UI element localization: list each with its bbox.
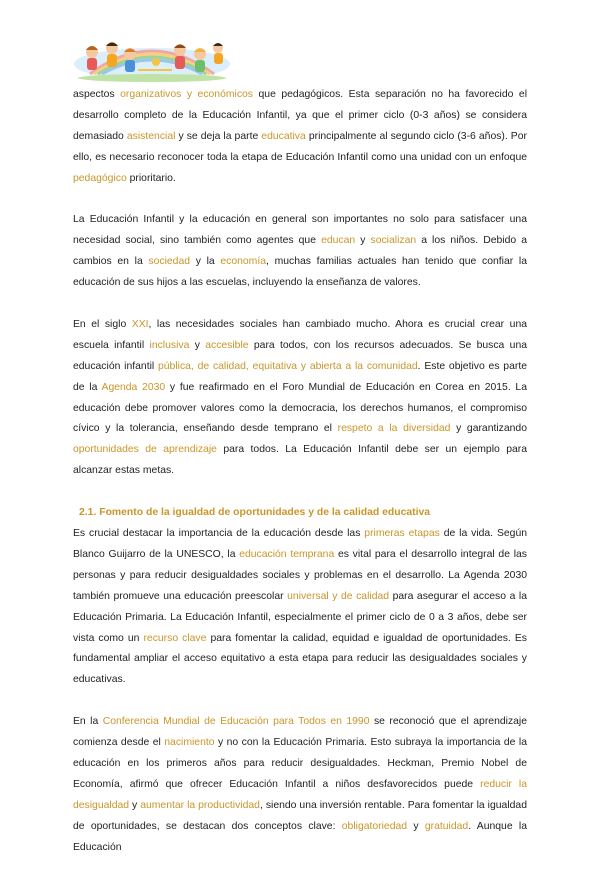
text-run: La Educación Infantil y la educación en general son importantes no solo para satisfacer una necesidad social, sino también como agentes que	[73, 214, 527, 247]
highlighted-term: organizativos y económicos	[120, 89, 253, 100]
highlighted-term: gratuidad	[424, 820, 469, 832]
text-run: que pedagógicos. Esta separación no ha favorecido el desarrollo completo de la Educación Infantil, ya que el primer ciclo (0-3 años) se considera demasiado	[73, 89, 528, 142]
text-run: y	[407, 820, 425, 832]
text-run: En la	[73, 716, 103, 728]
highlighted-term: sociedad	[148, 256, 191, 268]
text-run: y se deja la parte	[175, 130, 262, 142]
text-run: y	[355, 235, 371, 247]
highlighted-term: universal y de calidad	[287, 590, 390, 602]
highlighted-term: pública, de calidad, equitativa y abierta a la comunidad	[158, 360, 418, 372]
text-run: y la	[190, 256, 221, 268]
highlighted-term: pedagógico	[73, 172, 127, 184]
highlighted-term: inclusiva	[149, 339, 190, 351]
highlighted-term: accesible	[205, 339, 249, 351]
text-run: principalmente al segundo ciclo (3-6 años). Por ello, es necesario reconocer toda la etapa de Educación Infantil como una unidad con un enfoque	[73, 130, 527, 163]
text-run: , siendo una inversión rentable. Para fomentar la igualdad de oportunidades, se destacan dos conceptos clave:	[73, 799, 527, 832]
text-run: para todos. La Educación Infantil debe ser un ejemplo para alcanzar estas metas.	[73, 444, 527, 477]
highlighted-term: educan	[321, 235, 356, 247]
highlighted-term: nacimiento	[164, 737, 215, 749]
text-run: para asegurar el acceso a la Educación Primaria. La Educación Infantil, especialmente el primer ciclo de 0 a 3 años, debe ser vista como un	[73, 590, 527, 644]
text-run: y no con la Educación Primaria. Esto subraya la importancia de la educación en los primeros años para reducir desigualdades. Heckman, Premio Nobel de Economía, afirmó que ofrecer Educación Infantil a niños desfavorecidos puede	[73, 737, 527, 790]
highlighted-term: Agenda 2030	[101, 381, 166, 393]
paragraph-3	[73, 315, 527, 482]
text-run: Es crucial destacar la importancia de la educación desde las	[73, 527, 365, 539]
text-run: prioritario.	[126, 172, 176, 184]
text-run: , las necesidades sociales han cambiado mucho. Ahora es crucial crear una escuela infantil	[73, 318, 528, 351]
highlighted-term: oportunidades de aprendizaje	[73, 444, 217, 456]
document-body	[73, 85, 527, 879]
highlighted-term: aumentar la productividad	[140, 799, 260, 811]
text-run: , muchas familias actuales han tenido que confiar la educación de sus hijos a las escuelas, incluyendo la enseñanza de valores.	[73, 256, 527, 289]
children-playing-illustration-icon	[72, 34, 232, 82]
paragraph-1	[73, 85, 527, 190]
highlighted-term: obligatoriedad	[341, 820, 408, 832]
text-run: y	[189, 339, 206, 351]
highlighted-term: reducir la desigualdad	[73, 778, 527, 811]
text-run: y	[129, 799, 141, 811]
text-run: aspectos	[73, 89, 121, 100]
text-run: se reconoció que el aprendizaje comienza desde el	[73, 716, 527, 749]
highlighted-term: Conferencia Mundial de Educación para Todos en 1990	[102, 716, 370, 728]
text-run: es vital para el desarrollo integral de las personas y para reducir desigualdades sociales y problemas en el desarrollo. La Agenda 2030 también promueve una educación preescolar	[73, 548, 528, 602]
highlighted-term: socializan	[370, 235, 417, 247]
highlighted-term: educación temprana	[239, 548, 335, 560]
section-paragraph-2	[73, 712, 527, 858]
text-run: y fue reafirmado en el Foro Mundial de Educación en Corea en 2015. La educación debe promover valores como la democracia, los derechos humanos, el compromiso cívico y la tolerancia, enseñando desde temprano el	[73, 381, 527, 435]
text-run: y garantizando	[450, 423, 527, 435]
text-run: . Este objetivo es parte de la	[73, 360, 527, 393]
highlighted-term: economía	[220, 256, 267, 268]
highlighted-term: asistencial	[126, 130, 176, 142]
text-run: de la vida. Según Blanco Guijarro de la UNESCO, la	[73, 527, 528, 560]
highlighted-term: respeto a la diversidad	[337, 423, 451, 435]
highlighted-term: educativa	[261, 130, 306, 142]
highlighted-term: recurso clave	[143, 632, 207, 644]
text-run: para fomentar la calidad, equidad e igualdad de oportunidades. Es fundamental ampliar el acceso equitativo a esta etapa para reducir las desigualdades sociales y educativas.	[73, 632, 527, 686]
section-heading: 2.1. Fomento de la igualdad de oportunidades y de la calidad educativa	[79, 507, 431, 519]
text-run: . Aunque la Educación	[73, 820, 527, 853]
paragraph-2	[73, 210, 527, 294]
section-paragraph-1	[73, 524, 527, 691]
highlighted-term: XXI	[131, 318, 149, 330]
text-run: para todos, con los recursos adecuados. Se busca una educación infantil	[73, 339, 527, 372]
text-run: a los niños. Debido a cambios en la	[73, 235, 527, 268]
highlighted-term: primeras etapas	[364, 527, 440, 539]
text-run: En el siglo	[73, 318, 132, 330]
